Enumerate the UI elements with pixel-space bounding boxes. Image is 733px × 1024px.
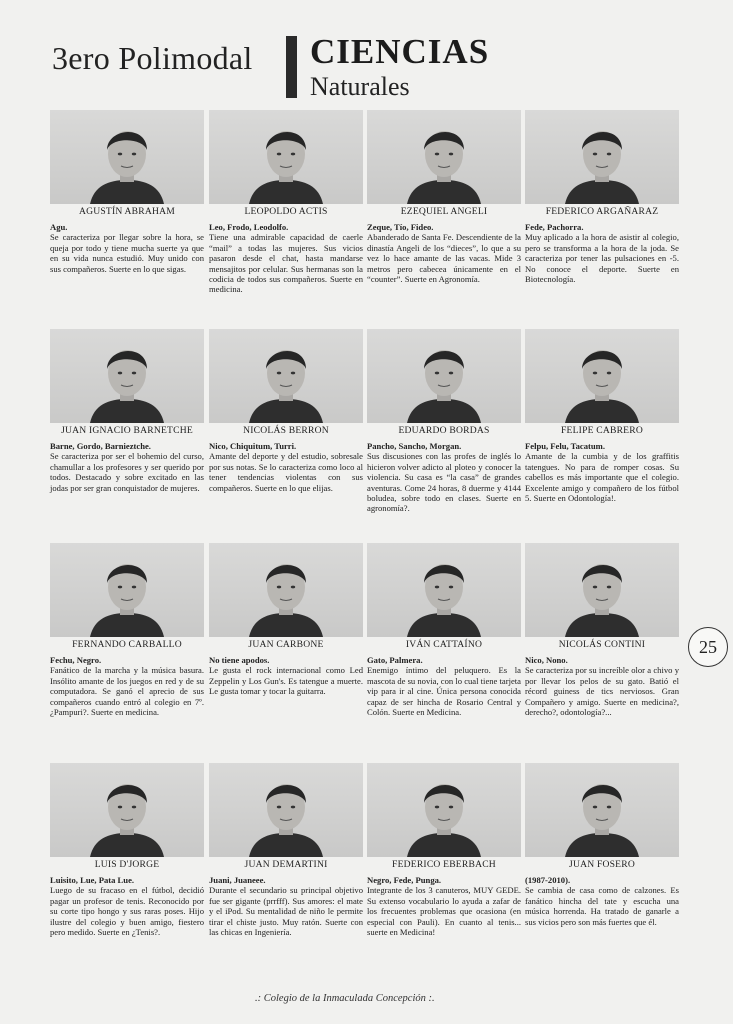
student-nicknames: Negro, Fede, Punga. <box>367 875 442 885</box>
student-card <box>50 543 204 718</box>
student-nicknames: No tiene apodos. <box>209 655 270 665</box>
student-nicknames: Fechu, Negro. <box>50 655 102 665</box>
student-name: LEOPOLDO ACTIS <box>244 206 328 217</box>
student-bio <box>50 655 204 717</box>
student-description: Se cambia de casa como de calzones. Es fanático hincha del tate y escucha una música horrenda. Ha tratado de ganarle a sus vicios pero son más fuertes que él. <box>525 885 679 927</box>
student-nicknames: Agu. <box>50 222 68 232</box>
student-card <box>525 763 679 927</box>
student-bio <box>50 441 204 493</box>
student-nicknames: Zeque, Tío, Fideo. <box>367 222 434 232</box>
student-description: Tiene una admirable capacidad de caerle “mail” a todas las mujeres. Sus vicios pasaron desde el chat, hasta mandarse mensajitos por celular. Sus hermanas son la codicia de todos sus compañeros. Suerte en medicina. <box>209 232 363 295</box>
student-photo <box>209 110 363 204</box>
student-photo <box>209 543 363 637</box>
student-name: NICOLÁS CONTINI <box>558 639 646 650</box>
student-photo <box>367 110 521 204</box>
student-photo <box>525 543 679 637</box>
student-description: Amante del deporte y del estudio, sobresale por sus notas. Se lo caracteriza como loco al tener tendencias violentas con sus compañeros. Suerte en lo que elijas. <box>209 451 363 493</box>
student-description: Luego de su fracaso en el fútbol, decidió pagar un profesor de tenis. Reconocido por su corte tipo hongo y sus raras poses. Hijo ilustre del colegio y buen amigo, fiestero pero medido. Suerte en ¿Tenis?. <box>50 885 204 938</box>
student-bio <box>209 222 363 295</box>
student-bio <box>525 655 679 717</box>
student-description: Le gusta el rock internacional como Led Zeppelin y Los Gun's. Es tatengue a muerte. Le gusta tomar y tocar la guitarra. <box>209 665 363 697</box>
student-photo <box>367 763 521 857</box>
header-divider <box>286 36 297 98</box>
student-name: FERNANDO CARBALLO <box>72 639 182 650</box>
orientation-title: CIENCIAS <box>310 32 490 71</box>
student-photo <box>50 763 204 857</box>
student-description: Abanderado de Santa Fe. Descendiente de la dinastía Angeli de los “dieces”, lo que a su vez lo hace amante de las vacas. Mide 3 metros pero cabecea únicamente en el “counter”. Suerte en Agronomía. <box>367 232 521 285</box>
student-name: EDUARDO BORDAS <box>398 425 490 436</box>
student-name: IVÁN CATTAÍNO <box>405 639 483 650</box>
student-nicknames: Juani, Juaneee. <box>209 875 266 885</box>
student-card <box>367 763 521 938</box>
student-bio <box>525 441 679 503</box>
student-card <box>209 543 363 697</box>
student-bio <box>209 875 363 937</box>
student-description: Se caracteriza por ser el bohemio del curso, chamullar a los profesores y ser querido por todos. Destacado y sobre excitado en las jodas por ser gran conquistador de mujeres. <box>50 451 204 493</box>
student-bio <box>209 441 363 493</box>
student-nicknames: Fede, Pachorra. <box>525 222 584 232</box>
student-description: Muy aplicado a la hora de asistir al colegio, pero se transforma a la hora de la joda. Se caracteriza por tener las pulsaciones en -5. No conoce el deporte. Suerte en Biotecnología. <box>525 232 679 285</box>
student-photo <box>209 329 363 423</box>
student-card <box>209 110 363 295</box>
student-description: Se caracteriza por llegar sobre la hora, se queja por todo y tiene mucha suerte ya que en su vida nunca estudió. Muy unido con sus compañeros. Suerte en lo que sigas. <box>50 232 204 274</box>
student-photo <box>209 763 363 857</box>
student-description: Amante de la cumbia y de los graffitis tatengues. No para de romper cosas. Su cabellos es más importante que el colegio. Excelente amigo y compañero de los fútbol 5. Suerte en Odontología!. <box>525 451 679 504</box>
student-bio <box>209 655 363 697</box>
student-nicknames: (1987-2010). <box>525 875 571 885</box>
page-number: 25 <box>688 627 728 667</box>
student-card <box>50 110 204 274</box>
student-nicknames: Felpu, Felu, Tacatum. <box>525 441 605 451</box>
student-photo <box>525 110 679 204</box>
student-bio <box>525 875 679 927</box>
student-description: Integrante de los 3 canuteros, MUY GEDE. Su extenso vocabulario lo ayuda a zafar de los frecuentes problemas que ocasiona (en especial con Pauli). En cuanto al tenis... suerte en Medicina! <box>367 885 521 938</box>
student-photo <box>367 329 521 423</box>
student-name: JUAN CARBONE <box>248 639 324 650</box>
student-card <box>50 763 204 938</box>
student-bio <box>367 222 521 284</box>
student-bio <box>50 875 204 937</box>
student-card <box>367 543 521 718</box>
student-card <box>367 110 521 285</box>
student-nicknames: Pancho, Sancho, Morgan. <box>367 441 462 451</box>
student-name: FELIPE CABRERO <box>561 425 643 436</box>
student-nicknames: Luisito, Lue, Pata Lue. <box>50 875 135 885</box>
student-name: JUAN FOSERO <box>569 859 635 870</box>
course-title: 3ero Polimodal <box>52 40 253 76</box>
student-photo <box>367 543 521 637</box>
student-card <box>525 329 679 504</box>
student-name: FEDERICO EBERBACH <box>392 859 496 870</box>
student-bio <box>525 222 679 284</box>
student-description: Durante el secundario su principal objetivo fue ser gigante (prrfff). Sus amores: el mate y el iPod. Su mentalidad de niño le permite tirar el chiste justo. Muy ratón. Suerte con las chicas en Ingeniería. <box>209 885 363 938</box>
student-card <box>209 763 363 938</box>
student-card <box>367 329 521 514</box>
student-name: FEDERICO ARGAÑARAZ <box>545 206 659 217</box>
student-description: Enemigo íntimo del peluquero. Es la mascota de su novia, con lo cual tiene tarjeta vip para ir al cine. Única persona conocida capaz de ser hincha de Rosario Central y Colón. Suerte en Medicina. <box>367 665 521 718</box>
student-name: JUAN DEMARTINI <box>244 859 328 870</box>
orientation-subtitle: Naturales <box>310 72 410 101</box>
student-name: JUAN IGNACIO BARNETCHE <box>61 425 193 436</box>
student-photo <box>50 543 204 637</box>
student-nicknames: Barne, Gordo, Barnieztche. <box>50 441 151 451</box>
student-photo <box>50 110 204 204</box>
student-nicknames: Nico, Nono. <box>525 655 568 665</box>
page-header <box>52 28 692 102</box>
student-name: EZEQUIEL ANGELI <box>400 206 488 217</box>
student-nicknames: Gato, Palmera. <box>367 655 423 665</box>
student-card <box>525 543 679 718</box>
student-card <box>209 329 363 493</box>
student-photo <box>525 763 679 857</box>
student-card <box>525 110 679 285</box>
student-card <box>50 329 204 493</box>
student-photo <box>50 329 204 423</box>
student-bio <box>367 875 521 937</box>
footer-school-name: .: Colegio de la Inmaculada Concepción :. <box>255 993 435 1004</box>
student-name: NICOLÁS BERRON <box>243 425 329 436</box>
student-nicknames: Nico, Chiquitum, Turri. <box>209 441 297 451</box>
student-nicknames: Leo, Frodo, Leodolfo. <box>209 222 289 232</box>
student-description: Sus discusiones con las profes de inglés lo hicieron volver adicto al ploteo y conocer la violencia. Su casa es “la casa” de grandes aventuras. Come 24 horas, 8 duerme y 4144 boludea, sobre todo en clases. Suerte en agronomía?. <box>367 451 521 514</box>
student-bio <box>367 655 521 717</box>
student-bio <box>367 441 521 514</box>
student-name: LUIS D'JORGE <box>94 859 160 870</box>
student-description: Se caracteriza por su increíble olor a chivo y por llevar los pelos de su gato. Batió el récord guiness de tics nerviosos. Gran Compañero y amigo. Suerte en medicina?, derecho?, odontología?... <box>525 665 679 718</box>
student-bio <box>50 222 204 274</box>
student-description: Fanático de la marcha y la música basura. Insólito amante de los juegos en red y de su computadora. Se ganó el aprecio de sus compañeros cuando entró al colegio en 7º. ¿Pampuri?. Suerte en medicina. <box>50 665 204 718</box>
student-name: AGUSTÍN ABRAHAM <box>78 206 175 217</box>
student-photo <box>525 329 679 423</box>
